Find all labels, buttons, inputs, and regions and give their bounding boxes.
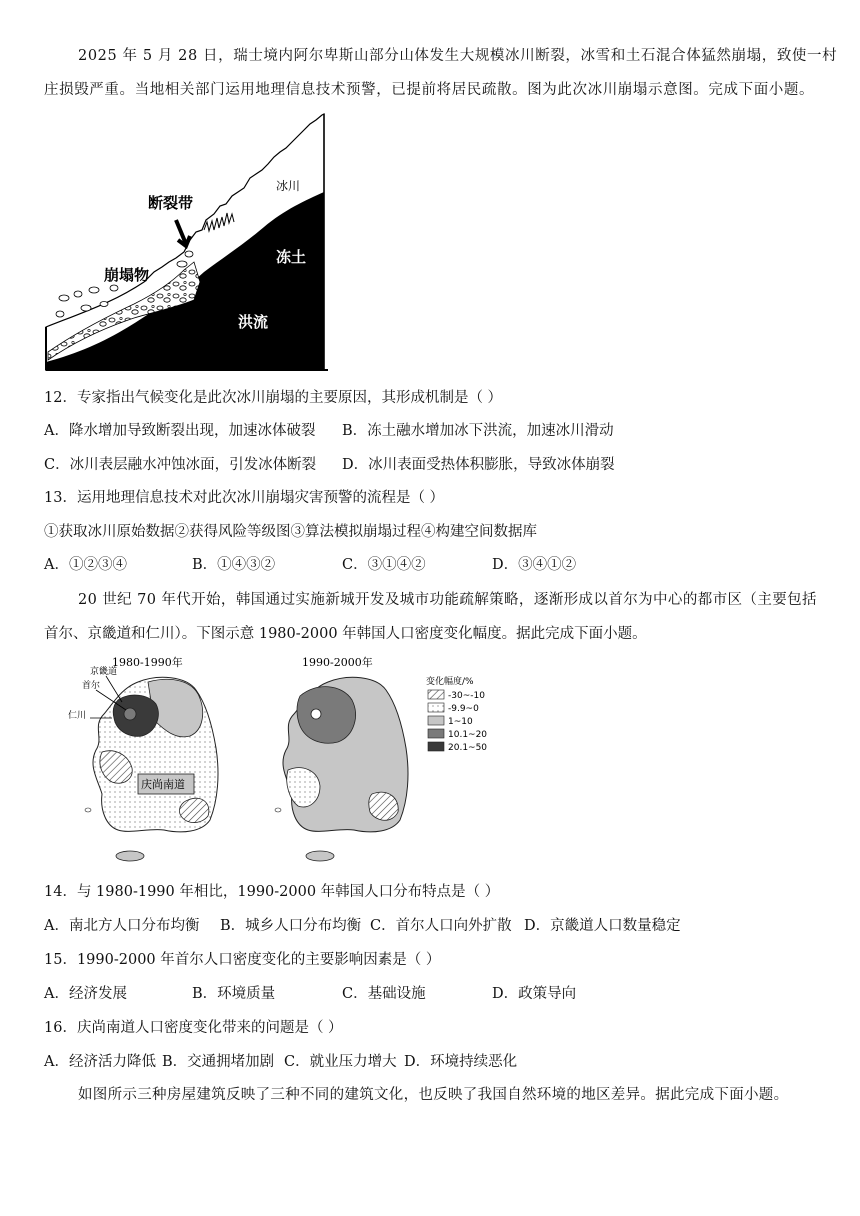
q12-option-d[interactable]: D．冰川表面受热体积膨胀，导致冰体崩裂 (342, 457, 615, 473)
label-frozen-soil: 冻土 (276, 248, 307, 266)
legend-item-1 (428, 690, 485, 701)
legend-title: 变化幅度/% (426, 677, 474, 687)
svg-text:1~10: 1~10 (448, 717, 473, 727)
q15-option-b[interactable]: B．环境质量 (192, 986, 276, 1002)
q16-option-a[interactable]: A．经济活力降低 (44, 1054, 156, 1070)
svg-text:-30~-10: -30~-10 (448, 691, 485, 701)
q14-option-b[interactable]: B．城乡人口分布均衡 (220, 918, 362, 934)
intro2-line2: 首尔、京畿道和仁川）。下图示意 1980-2000 年韩国人口密度变化幅度。据此完成下面小题。 (44, 626, 647, 642)
q14-option-c[interactable]: C．首尔人口向外扩散 (370, 918, 512, 934)
q16-stem: 16．庆尚南道人口密度变化带来的问题是（ ） (44, 1020, 343, 1036)
map2-title: 1990-2000年 (302, 656, 373, 669)
svg-text:10.1~20: 10.1~20 (448, 730, 488, 740)
label-seoul: 首尔 (82, 681, 101, 691)
svg-text:-9.9~0: -9.9~0 (448, 704, 479, 714)
intro1-line1: 2025 年 5 月 28 日，瑞士境内阿尔卑斯山部分山体发生大规模冰川断裂，冰雪和土石混合体猛然崩塌，致使一村 (78, 48, 838, 64)
q16-option-b[interactable]: B．交通拥堵加剧 (162, 1054, 275, 1070)
label-gyeongnam: 庆尚南道 (141, 778, 185, 791)
q13-stem: 13．运用地理信息技术对此次冰川崩塌灾害预警的流程是（ ） (44, 490, 445, 506)
label-glacier: 冰川 (276, 179, 301, 193)
legend-item-5 (428, 742, 487, 753)
map2 (275, 677, 408, 861)
q12-stem: 12．专家指出气候变化是此次冰川崩塌的主要原因，其形成机制是（ ） (44, 390, 503, 406)
q13-option-b[interactable]: B．①④③② (192, 557, 276, 573)
q14-stem: 14．与 1980-1990 年相比，1990-2000 年韩国人口分布特点是（ ） (44, 884, 500, 900)
q15-option-d[interactable]: D．政策导向 (492, 986, 577, 1002)
q13-option-d[interactable]: D．③④①② (492, 557, 577, 573)
korea-density-maps (56, 652, 506, 872)
map1-title: 1980-1990年 (112, 656, 183, 669)
intro1-line2: 庄损毁严重。当地相关部门运用地理信息技术预警，已提前将居民疏散。图为此次冰川崩塌示意图。完成下面小题。 (44, 82, 815, 98)
q13-steps: ①获取冰川原始数据②获得风险等级图③算法模拟崩塌过程④构建空间数据库 (44, 524, 537, 540)
label-gyeonggi: 京畿道 (90, 667, 118, 677)
svg-text:20.1~50: 20.1~50 (448, 743, 488, 753)
q13-option-c[interactable]: C．③①④② (342, 557, 426, 573)
intro3-line1: 如图所示三种房屋建筑反映了三种不同的建筑文化，也反映了我国自然环境的地区差异。据此完成下面小题。 (78, 1087, 789, 1103)
legend-item-2 (428, 703, 479, 714)
label-incheon: 仁川 (68, 711, 87, 721)
map1 (68, 665, 218, 861)
q15-option-a[interactable]: A．经济发展 (44, 986, 127, 1002)
q14-option-a[interactable]: A．南北方人口分布均衡 (44, 918, 200, 934)
q15-stem: 15．1990-2000 年首尔人口密度变化的主要影响因素是（ ） (44, 952, 441, 968)
label-fracture: 断裂带 (148, 194, 194, 212)
legend (426, 675, 487, 753)
legend-item-4 (428, 729, 487, 740)
q12-option-a[interactable]: A．降水增加导致断裂出现，加速冰体破裂 (44, 423, 316, 439)
q15-option-c[interactable]: C．基础设施 (342, 986, 426, 1002)
q16-option-c[interactable]: C．就业压力增大 (284, 1054, 397, 1070)
q13-option-a[interactable]: A．①②③④ (44, 557, 127, 573)
q12-option-b[interactable]: B．冻土融水增加冰下洪流，加速冰川滑动 (342, 423, 614, 439)
intro2-line1: 20 世纪 70 年代开始，韩国通过实施新城开发及城市功能疏解策略，逐渐形成以首尔为中心的都市区（主要包括 (78, 592, 817, 608)
q16-option-d[interactable]: D．环境持续恶化 (404, 1054, 518, 1070)
legend-item-3 (428, 716, 473, 727)
glacier-collapse-figure (44, 112, 330, 374)
q12-option-c[interactable]: C．冰川表层融水冲蚀冰面，引发冰体断裂 (44, 457, 317, 473)
q14-option-d[interactable]: D．京畿道人口数量稳定 (524, 918, 681, 934)
label-flood: 洪流 (238, 313, 269, 331)
label-debris: 崩塌物 (104, 266, 150, 284)
